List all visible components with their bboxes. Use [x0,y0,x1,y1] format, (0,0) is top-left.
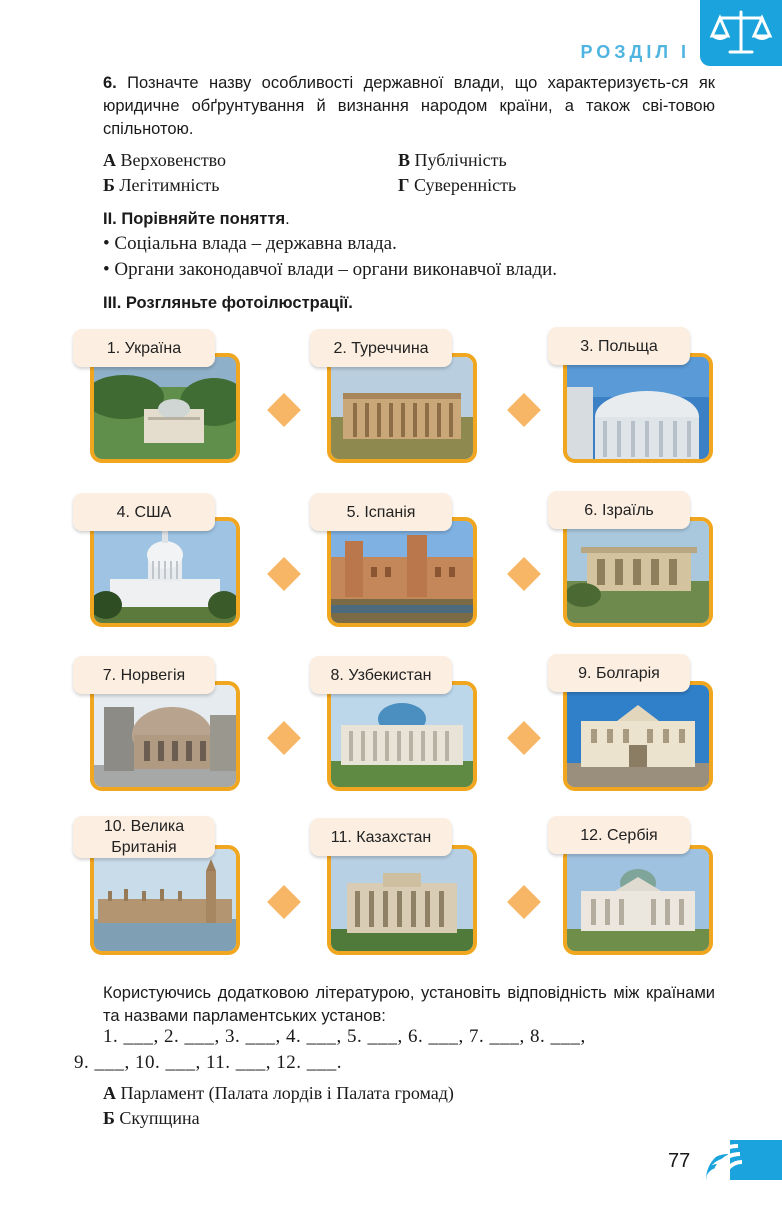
photo-label-9: 9. Болгарія [548,654,690,692]
option-a [103,150,226,171]
photo-label-10: 10. Велика Британія [73,816,215,858]
photo-label-4: 4. США [73,493,215,531]
photo-label-11: 11. Казахстан [310,818,452,856]
photo-label-2: 2. Туреччина [310,329,452,367]
diamond-marker [267,557,301,591]
option-text: Верховенство [120,150,227,170]
diamond-marker [507,557,541,591]
photo-usa [90,517,240,627]
photo-great-britain [90,845,240,955]
answer-line-1: 1. ___, 2. ___, 3. ___, 4. ___, 5. ___, 6. ___, 7. ___, 8. ___, [103,1026,586,1047]
section-3-heading: III. Розгляньте фотоілюстрації. [103,294,353,312]
option-letter: В [398,150,411,170]
diamond-marker [507,885,541,919]
diamond-marker [507,721,541,755]
task-text: Користуючись додатковою літературою, установіть відповідність між країнами та назвами парламентських установ: [103,984,715,1025]
question-6 [103,72,715,141]
question-number: 6. [103,74,117,92]
diamond-marker [267,721,301,755]
option-text: Скупщина [119,1108,200,1128]
photo-label-1: 1. Україна [73,329,215,367]
option-letter: Б [103,1108,115,1128]
option-g [398,175,516,196]
heading-dot: . [285,210,290,228]
photo-label-12: 12. Сербія [548,816,690,854]
scales-icon [708,6,774,60]
photo-label-6: 6. Ізраїль [548,491,690,529]
option-text: Публічність [414,150,507,170]
question-text: Позначте назву особливості державної влади, що характеризуєть-ся як юридичне обґрунтування й визнання народом країни, а також сві-товою спільнотою. [103,74,715,138]
section-2-heading [103,210,290,229]
section-tab [700,0,782,66]
option-b [103,175,219,196]
photo-label-8: 8. Узбекистан [310,656,452,694]
bullet-2: • Органи законодавчої влади – органи виконавчої влади. [103,259,558,280]
photo-kazakhstan [327,845,477,955]
photo-bulgaria [563,681,713,791]
answer-line-2: 9. ___, 10. ___, 11. ___, 12. ___. [74,1052,343,1073]
option-letter: Б [103,175,115,195]
photo-ukraine [90,353,240,463]
photo-israel [563,517,713,627]
option-v [398,150,507,171]
option-text: Парламент (Палата лордів і Палата громад) [120,1083,454,1103]
option-letter: Г [398,175,410,195]
signal-waves-icon [700,1140,782,1180]
bullet-1: • Соціальна влада – державна влада. [103,233,397,254]
photo-poland [563,353,713,463]
option-letter: А [103,150,116,170]
photo-uzbekistan [327,681,477,791]
heading-text: II. Порівняйте поняття [103,210,286,228]
task-option-a [103,1083,454,1104]
option-text: Суверенність [413,175,517,195]
photo-label-3: 3. Польща [548,327,690,365]
page-number: 77 [668,1150,691,1172]
section-label: РОЗДІЛ І [580,42,690,62]
photo-turkey [327,353,477,463]
task-option-b [103,1108,200,1129]
photo-norway [90,681,240,791]
photo-spain [327,517,477,627]
option-text: Легітимність [119,175,220,195]
diamond-marker [267,885,301,919]
diamond-marker [267,393,301,427]
photo-serbia [563,845,713,955]
photo-label-7: 7. Норвегія [73,656,215,694]
photo-label-5: 5. Іспанія [310,493,452,531]
diamond-marker [507,393,541,427]
option-letter: А [103,1083,116,1103]
